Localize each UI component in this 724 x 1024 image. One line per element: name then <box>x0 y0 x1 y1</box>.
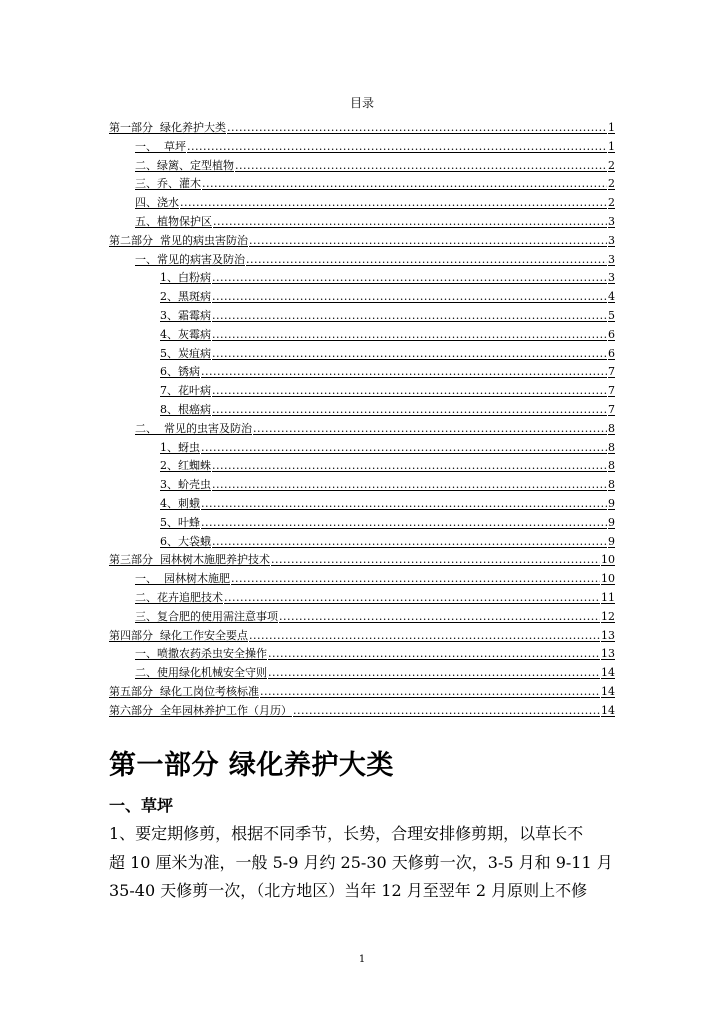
toc-entry[interactable] <box>109 215 615 234</box>
toc-entry-page: 9 <box>608 515 615 529</box>
toc-entry-label: 第六部分 全年园林养护工作（月历） <box>109 703 292 717</box>
toc-entry-page: 11 <box>601 590 615 604</box>
toc-entry[interactable] <box>109 121 615 140</box>
toc-entry-page: 10 <box>601 553 615 567</box>
toc-entry-label: 第五部分 绿化工岗位考核标准 <box>109 684 259 698</box>
toc-entry-page: 3 <box>608 271 615 285</box>
toc-entry-page: 7 <box>608 402 615 416</box>
toc-entry-page: 3 <box>608 233 615 247</box>
toc-entry-label: 6、锈病 <box>160 365 200 379</box>
toc-entry[interactable] <box>109 290 615 309</box>
toc-entry-label: 8、根癌病 <box>160 402 211 416</box>
toc-entry[interactable] <box>109 253 615 272</box>
toc-dot-leader <box>293 704 600 718</box>
toc-entry-page: 8 <box>608 421 615 435</box>
toc-dot-leader <box>212 403 607 417</box>
toc-entry-page: 7 <box>608 365 615 379</box>
toc-entry-page: 8 <box>608 459 615 473</box>
toc-entry-page: 14 <box>601 684 615 698</box>
toc-entry-page: 6 <box>608 327 615 341</box>
toc-entry-page: 6 <box>608 346 615 360</box>
toc-entry-label: 五、植物保护区 <box>135 214 212 228</box>
toc-entry[interactable] <box>109 516 615 535</box>
toc-entry-page: 3 <box>608 252 615 266</box>
toc-dot-leader <box>212 271 607 285</box>
toc-entry[interactable] <box>109 704 615 723</box>
toc-entry-label: 1、蚜虫 <box>160 440 200 454</box>
toc-entry-label: 第四部分 绿化工作安全要点 <box>109 628 248 642</box>
toc-entry-page: 2 <box>608 158 615 172</box>
toc-entry-label: 一、 园林树木施肥 <box>135 572 230 586</box>
section-heading: 第一部分 绿化养护大类 <box>109 750 394 781</box>
body-line: 1、要定期修剪，根据不同季节，长势，合理安排修剪期，以草长不 <box>109 824 584 843</box>
toc-entry[interactable] <box>109 685 615 704</box>
toc-dot-leader <box>201 497 607 511</box>
toc-entry-page: 1 <box>608 121 615 134</box>
toc-dot-leader <box>212 535 607 549</box>
toc-dot-leader <box>212 309 607 323</box>
toc-dot-leader <box>201 441 607 455</box>
toc-entry-label: 四、浇水 <box>135 196 179 210</box>
toc-entry-label: 二、 常见的虫害及防治 <box>135 421 252 435</box>
toc-dot-leader <box>271 553 600 567</box>
toc-entry-label: 第一部分 绿化养护大类 <box>109 121 226 134</box>
toc-entry-page: 4 <box>608 290 615 304</box>
toc-dot-leader <box>268 666 600 680</box>
toc-entry-label: 第二部分 常见的病虫害防治 <box>109 233 248 247</box>
toc-entry[interactable] <box>109 177 615 196</box>
toc-entry-label: 二、花卉追肥技术 <box>135 590 223 604</box>
toc-entry[interactable] <box>109 459 615 478</box>
toc-entry-label: 5、叶蜂 <box>160 515 200 529</box>
toc-dot-leader <box>212 290 607 304</box>
toc-entry-page: 14 <box>601 703 615 717</box>
toc-dot-leader <box>201 365 607 379</box>
toc-dot-leader <box>235 159 607 173</box>
toc-entry-page: 1 <box>608 139 615 153</box>
body-line: 35-40 天修剪一次，（北方地区）当年 12 月至翌年 2 月原则上不修 <box>109 881 588 900</box>
toc-entry[interactable] <box>109 591 615 610</box>
toc-entry-page: 3 <box>608 214 615 228</box>
toc-entry-label: 二、使用绿化机械安全守则 <box>135 666 267 680</box>
toc-entry[interactable] <box>109 196 615 215</box>
toc-entry[interactable] <box>109 572 615 591</box>
toc-entry-page: 9 <box>608 496 615 510</box>
toc-dot-leader <box>249 234 607 248</box>
toc-entry[interactable] <box>109 629 615 648</box>
toc-dot-leader <box>227 121 607 135</box>
page-number: 1 <box>358 954 366 965</box>
toc-entry[interactable] <box>109 234 615 253</box>
toc-dot-leader <box>224 591 600 605</box>
toc-entry-label: 6、大袋蛾 <box>160 534 211 548</box>
toc-entry-label: 一、喷撒农药杀虫安全操作 <box>135 647 267 661</box>
toc-entry-label: 一、常见的病害及防治 <box>135 252 245 266</box>
toc-entry-label: 1、白粉病 <box>160 271 211 285</box>
toc-entry[interactable] <box>109 140 615 159</box>
toc-entry-page: 13 <box>601 647 615 661</box>
toc-entry[interactable] <box>109 347 615 366</box>
toc-entry[interactable] <box>109 384 615 403</box>
toc-dot-leader <box>212 384 607 398</box>
toc-entry[interactable] <box>109 309 615 328</box>
toc-entry-page: 2 <box>608 196 615 210</box>
toc-dot-leader <box>231 572 600 586</box>
toc-entry[interactable] <box>109 666 615 685</box>
toc-entry-label: 4、灰霉病 <box>160 327 211 341</box>
toc-entry[interactable] <box>109 403 615 422</box>
toc-dot-leader <box>213 215 607 229</box>
toc-entry-label: 三、复合肥的使用需注意事项 <box>135 609 278 623</box>
toc-entry[interactable] <box>109 497 615 516</box>
toc-entry[interactable] <box>109 553 615 572</box>
toc-entry[interactable] <box>109 647 615 666</box>
toc-dot-leader <box>253 422 607 436</box>
toc-entry-label: 2、黑斑病 <box>160 290 211 304</box>
toc-entry-page: 10 <box>601 572 615 586</box>
toc-dot-leader <box>246 253 607 267</box>
toc-entry-label: 2、红蜘蛛 <box>160 459 211 473</box>
toc-entry-page: 7 <box>608 384 615 398</box>
toc-entry[interactable] <box>109 610 615 629</box>
toc-entry-page: 2 <box>608 177 615 191</box>
toc-dot-leader <box>260 685 600 699</box>
toc-entry-page: 12 <box>601 609 615 623</box>
toc-entry-label: 第三部分 园林树木施肥养护技术 <box>109 553 270 567</box>
toc-dot-leader <box>212 478 607 492</box>
toc-entry-label: 3、霜霉病 <box>160 308 211 322</box>
toc-entry-label: 三、乔、灌木 <box>135 177 201 191</box>
table-of-contents <box>109 121 615 723</box>
toc-entry[interactable] <box>109 159 615 178</box>
toc-entry-page: 9 <box>608 534 615 548</box>
body-paragraph <box>109 820 615 906</box>
toc-dot-leader <box>249 629 600 643</box>
toc-entry-label: 一、 草坪 <box>135 139 186 153</box>
toc-entry-label: 4、刺蛾 <box>160 496 200 510</box>
toc-dot-leader <box>212 328 607 342</box>
toc-entry[interactable] <box>109 365 615 384</box>
toc-entry[interactable] <box>109 271 615 290</box>
toc-entry-page: 8 <box>608 440 615 454</box>
toc-dot-leader <box>212 347 607 361</box>
toc-entry-label: 二、绿篱、定型植物 <box>135 158 234 172</box>
toc-dot-leader <box>180 196 607 210</box>
toc-entry-label: 5、炭疽病 <box>160 346 211 360</box>
toc-entry-label: 7、花叶病 <box>160 384 211 398</box>
body-line: 超 10 厘米为准，一般 5-9 月约 25-30 天修剪一次，3-5 月和 9-11 月 <box>109 852 613 872</box>
toc-dot-leader <box>268 647 600 661</box>
toc-entry-page: 14 <box>601 666 615 680</box>
toc-entry-page: 13 <box>601 628 615 642</box>
toc-title: 目录 <box>349 96 374 110</box>
toc-dot-leader <box>187 140 607 154</box>
toc-dot-leader <box>201 516 607 530</box>
toc-dot-leader <box>202 177 607 191</box>
toc-entry-label: 3、蚧壳虫 <box>160 478 211 492</box>
toc-dot-leader <box>279 610 600 624</box>
toc-entry[interactable] <box>109 422 615 441</box>
toc-entry[interactable] <box>109 328 615 347</box>
toc-entry-page: 8 <box>608 478 615 492</box>
toc-entry[interactable] <box>109 441 615 460</box>
subsection-heading: 一、草坪 <box>109 796 174 815</box>
toc-entry-page: 5 <box>608 308 615 322</box>
toc-dot-leader <box>212 459 607 473</box>
toc-entry[interactable] <box>109 535 615 554</box>
toc-entry[interactable] <box>109 478 615 497</box>
